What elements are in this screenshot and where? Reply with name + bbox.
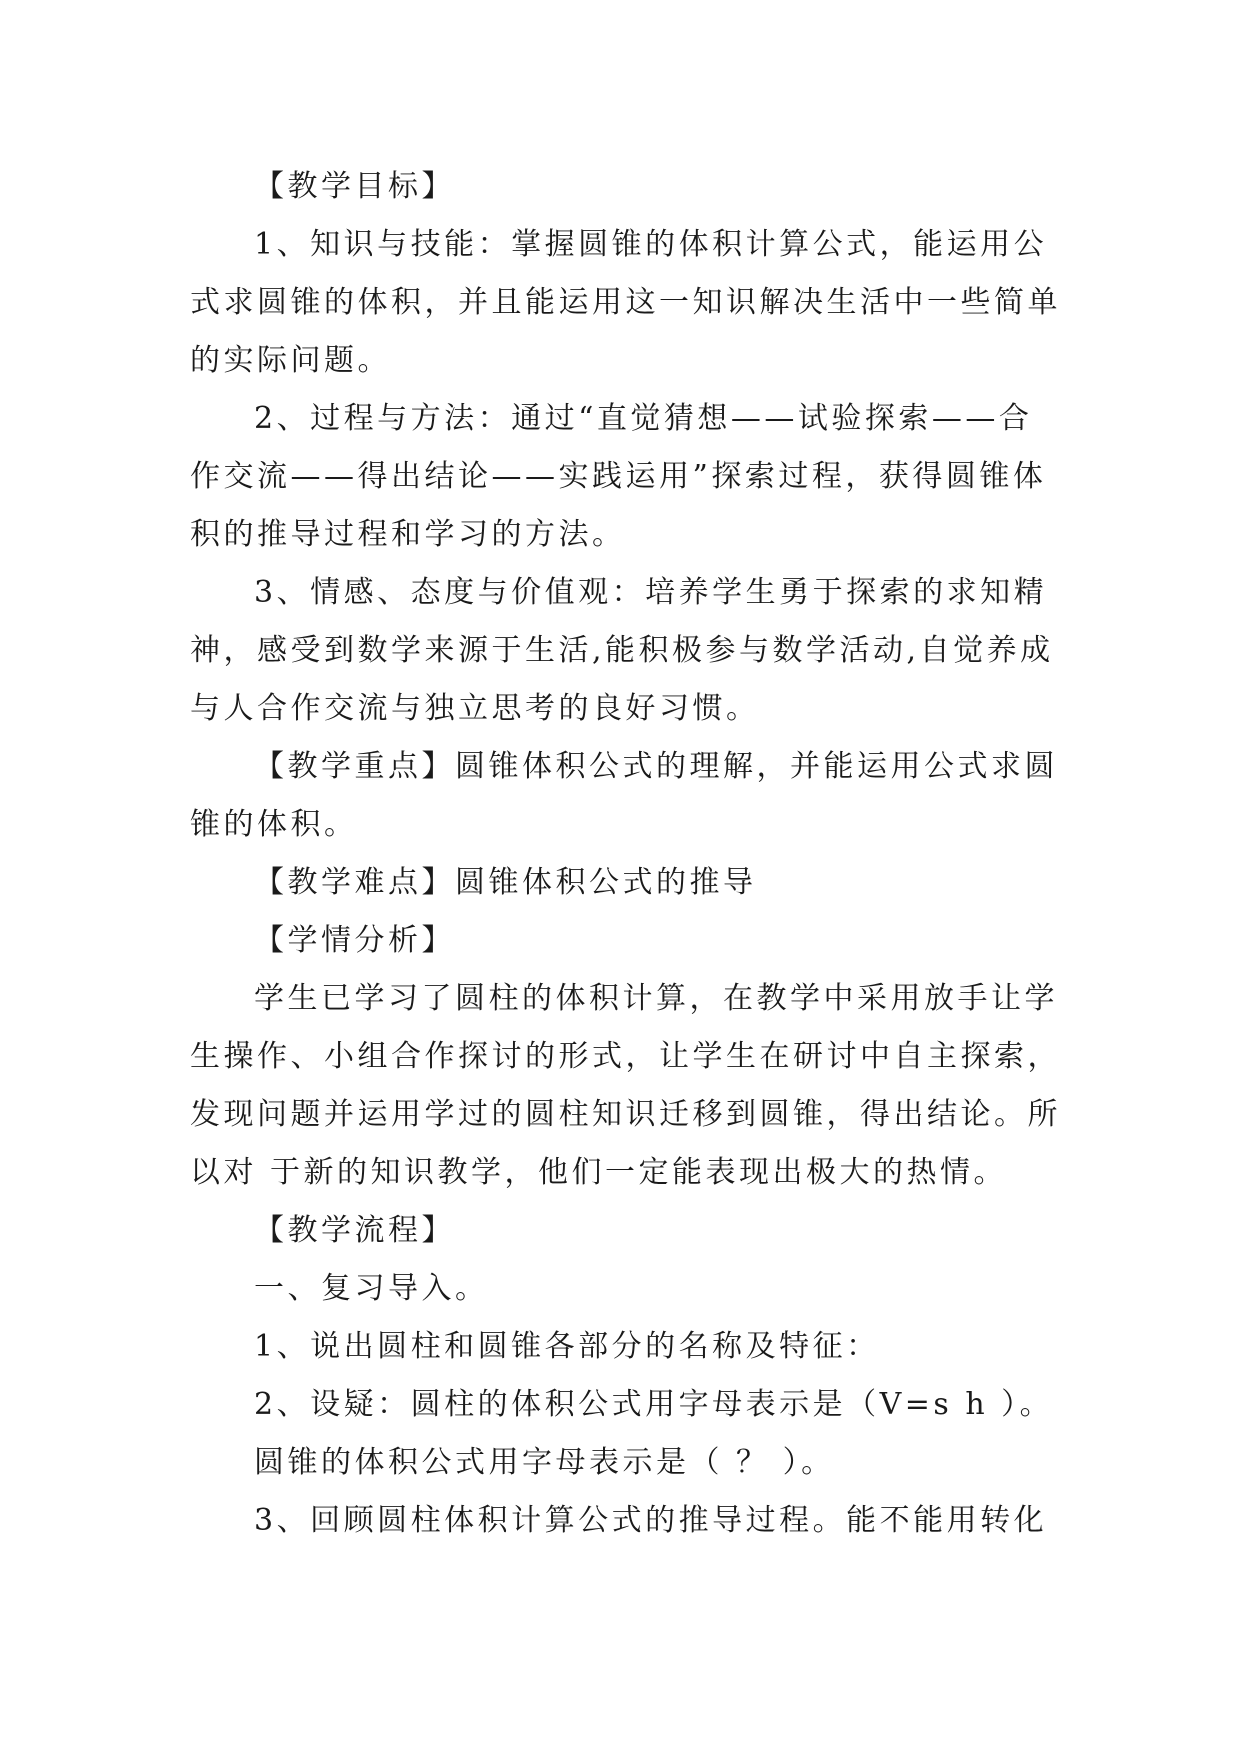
key-point-line-2: 锥的体积。	[190, 807, 358, 842]
analysis-line-3: 发现问题并运用学过的圆柱知识迁移到圆锥，得出结论。所	[190, 1097, 1061, 1132]
difficulty-line: 【教学难点】圆锥体积公式的推导	[254, 865, 757, 900]
objective-1-line-1: 1、知识与技能：掌握圆锥的体积计算公式，能运用公	[254, 227, 1048, 262]
section-heading-teaching-objectives: 【教学目标】	[254, 169, 455, 204]
process-item-2-cone-formula: 圆锥的体积公式用字母表示是（ ？ ）。	[254, 1445, 835, 1480]
objective-3-line-2: 神，感受到数学来源于生活,能积极参与数学活动,自觉养成	[190, 633, 1054, 668]
key-point-line-1: 【教学重点】圆锥体积公式的理解，并能运用公式求圆	[254, 749, 1058, 784]
analysis-line-2: 生操作、小组合作探讨的形式，让学生在研讨中自主探索，	[190, 1039, 1061, 1074]
section-heading-teaching-process: 【教学流程】	[254, 1213, 455, 1248]
analysis-line-4: 以对 于新的知识教学，他们一定能表现出极大的热情。	[190, 1155, 1008, 1190]
process-item-1: 1、说出圆柱和圆锥各部分的名称及特征：	[254, 1329, 880, 1364]
objective-1-line-3: 的实际问题。	[190, 343, 391, 378]
process-item-2: 2、设疑：圆柱的体积公式用字母表示是（V=s h ）。	[254, 1387, 1054, 1422]
objective-3-line-3: 与人合作交流与独立思考的良好习惯。	[190, 691, 760, 726]
objective-3-line-1: 3、情感、态度与价值观：培养学生勇于探索的求知精	[254, 575, 1048, 610]
document-page	[190, 158, 1061, 1550]
objective-2-line-1: 2、过程与方法：通过“直觉猜想——试验探索——合	[254, 401, 1033, 436]
process-step-review-intro: 一、复习导入。	[254, 1271, 489, 1306]
section-heading-student-analysis: 【学情分析】	[254, 923, 455, 958]
objective-2-line-3: 积的推导过程和学习的方法。	[190, 517, 626, 552]
objective-2-line-2: 作交流——得出结论——实践运用”探索过程，获得圆锥体	[190, 459, 1047, 494]
analysis-line-1: 学生已学习了圆柱的体积计算，在教学中采用放手让学	[254, 981, 1058, 1016]
objective-1-line-2: 式求圆锥的体积，并且能运用这一知识解决生活中一些简单	[190, 285, 1061, 320]
process-item-3: 3、回顾圆柱体积计算公式的推导过程。能不能用转化	[254, 1503, 1048, 1538]
